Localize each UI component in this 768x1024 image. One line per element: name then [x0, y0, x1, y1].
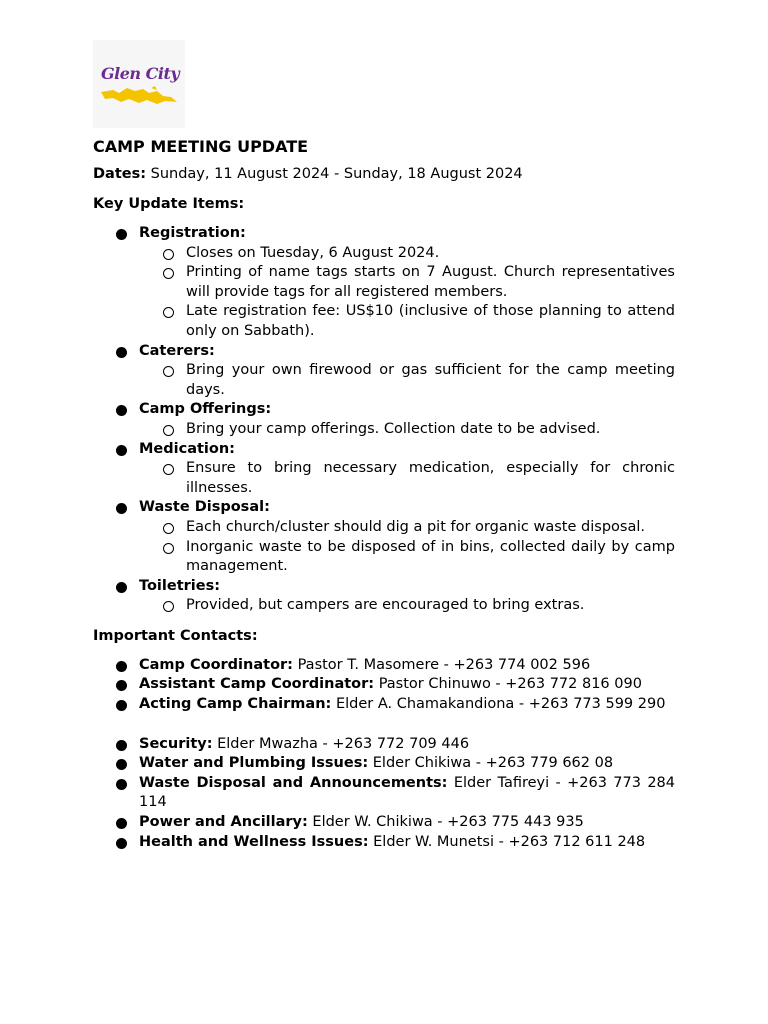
dates-value: Sunday, 11 August 2024 - Sunday, 18 August 2024 [150, 166, 523, 182]
sub-item-text: Each church/cluster should dig a pit for organic waste disposal. [186, 518, 645, 535]
contact-detail: Elder Chikiwa - +263 779 662 08 [372, 755, 614, 772]
bullet-icon [116, 582, 127, 593]
list-item [93, 577, 675, 616]
list-item [93, 400, 675, 439]
contact-item [93, 695, 675, 715]
sub-item [139, 459, 675, 498]
bullet-icon [116, 405, 127, 416]
logo-text: Glen City [101, 64, 180, 83]
bullet-icon [116, 680, 127, 691]
circle-bullet-icon [163, 523, 174, 534]
sub-item [139, 420, 675, 440]
glen-city-logo [93, 40, 185, 128]
circle-bullet-icon [163, 601, 174, 612]
contact-detail: Elder W. Munetsi - +263 712 611 248 [373, 833, 646, 850]
circle-bullet-icon [163, 425, 174, 436]
bullet-icon [116, 838, 127, 849]
bullet-icon [116, 740, 127, 751]
circle-bullet-icon [163, 268, 174, 279]
list-spacer [93, 715, 675, 735]
circle-bullet-icon [163, 543, 174, 554]
contact-detail: Pastor T. Masomere - +263 774 002 596 [297, 656, 591, 673]
item-label: Medication: [139, 440, 235, 457]
contact-item [93, 774, 675, 813]
list-item [93, 440, 675, 499]
circle-bullet-icon [163, 464, 174, 475]
contact-item [93, 754, 675, 774]
contact-item [93, 833, 675, 853]
contact-role: Health and Wellness Issues: [139, 833, 369, 850]
contact-detail: Elder Tafireyi - +263 773 284 114 [139, 774, 676, 811]
list-item [93, 498, 675, 576]
list-item [93, 224, 675, 342]
contact-role: Water and Plumbing Issues: [139, 755, 369, 772]
sub-list [139, 361, 675, 400]
item-label: Toiletries: [139, 577, 221, 594]
key-updates-heading: Key Update Items: [93, 196, 245, 212]
list-item [93, 342, 675, 401]
bullet-icon [116, 445, 127, 456]
bullet-icon [116, 700, 127, 711]
sub-item-text: Bring your own firewood or gas sufficient for the camp meeting days. [186, 362, 675, 398]
sub-item-text: Late registration fee: US$10 (inclusive of those planning to attend only on Sabbath). [186, 303, 675, 339]
contact-role: Assistant Camp Coordinator: [139, 676, 375, 693]
circle-bullet-icon [163, 307, 174, 318]
item-label: Camp Offerings: [139, 401, 272, 418]
contact-role: Waste Disposal and Announcements: [139, 774, 448, 791]
contacts-list [93, 656, 675, 852]
circle-bullet-icon [163, 366, 174, 377]
contact-detail: Elder A. Chamakandiona - +263 773 599 290 [335, 696, 666, 713]
bullet-icon [116, 818, 127, 829]
sub-item-text: Provided, but campers are encouraged to bring extras. [186, 597, 585, 614]
dates-label: Dates: [93, 166, 147, 182]
page-title: CAMP MEETING UPDATE [93, 137, 309, 156]
contact-item [93, 675, 675, 695]
sub-item [139, 263, 675, 302]
sub-item-text: Inorganic waste to be disposed of in bins, collected daily by camp management. [186, 538, 675, 575]
sub-list [139, 459, 675, 498]
sub-item-text: Bring your camp offerings. Collection date to be advised. [186, 420, 601, 437]
document-page [93, 40, 675, 862]
contact-role: Security: [139, 735, 213, 752]
contact-role: Power and Ancillary: [139, 814, 308, 831]
sub-item-text: Ensure to bring necessary medication, especially for chronic illnesses. [186, 460, 675, 496]
dates-line [93, 164, 675, 184]
item-label: Waste Disposal: [139, 499, 270, 516]
sub-item [139, 518, 675, 538]
sub-item-text: Closes on Tuesday, 6 August 2024. [186, 244, 440, 261]
sub-item [139, 244, 675, 264]
contact-detail: Elder W. Chikiwa - +263 775 443 935 [312, 814, 584, 831]
item-label: Registration: [139, 225, 246, 241]
contact-item [93, 813, 675, 833]
contact-role: Acting Camp Chairman: [139, 696, 332, 713]
sub-list [139, 420, 675, 440]
key-updates-list [93, 224, 675, 616]
circle-bullet-icon [163, 249, 174, 260]
contact-item [93, 656, 675, 676]
sub-item [139, 538, 675, 577]
contact-item [93, 735, 675, 755]
bullet-icon [116, 759, 127, 770]
contact-detail: Elder Mwazha - +263 772 709 446 [217, 735, 470, 752]
bullet-icon [116, 229, 127, 240]
bullet-icon [116, 661, 127, 672]
sub-list [139, 518, 675, 577]
sub-list [139, 244, 675, 342]
item-label: Caterers: [139, 342, 215, 359]
bullet-icon [116, 503, 127, 514]
contact-role: Camp Coordinator: [139, 656, 293, 673]
sub-item [139, 302, 675, 341]
sub-item [139, 361, 675, 400]
bullet-icon [116, 779, 127, 790]
sub-item [139, 596, 675, 616]
contact-detail: Pastor Chinuwo - +263 772 816 090 [378, 676, 642, 693]
contacts-heading: Important Contacts: [93, 627, 258, 644]
bullet-icon [116, 347, 127, 358]
sub-list [139, 596, 675, 616]
sub-item-text: Printing of name tags starts on 7 August. Church representatives will provide tags for all registered members. [186, 264, 675, 300]
logo-map-graphic [99, 84, 179, 106]
